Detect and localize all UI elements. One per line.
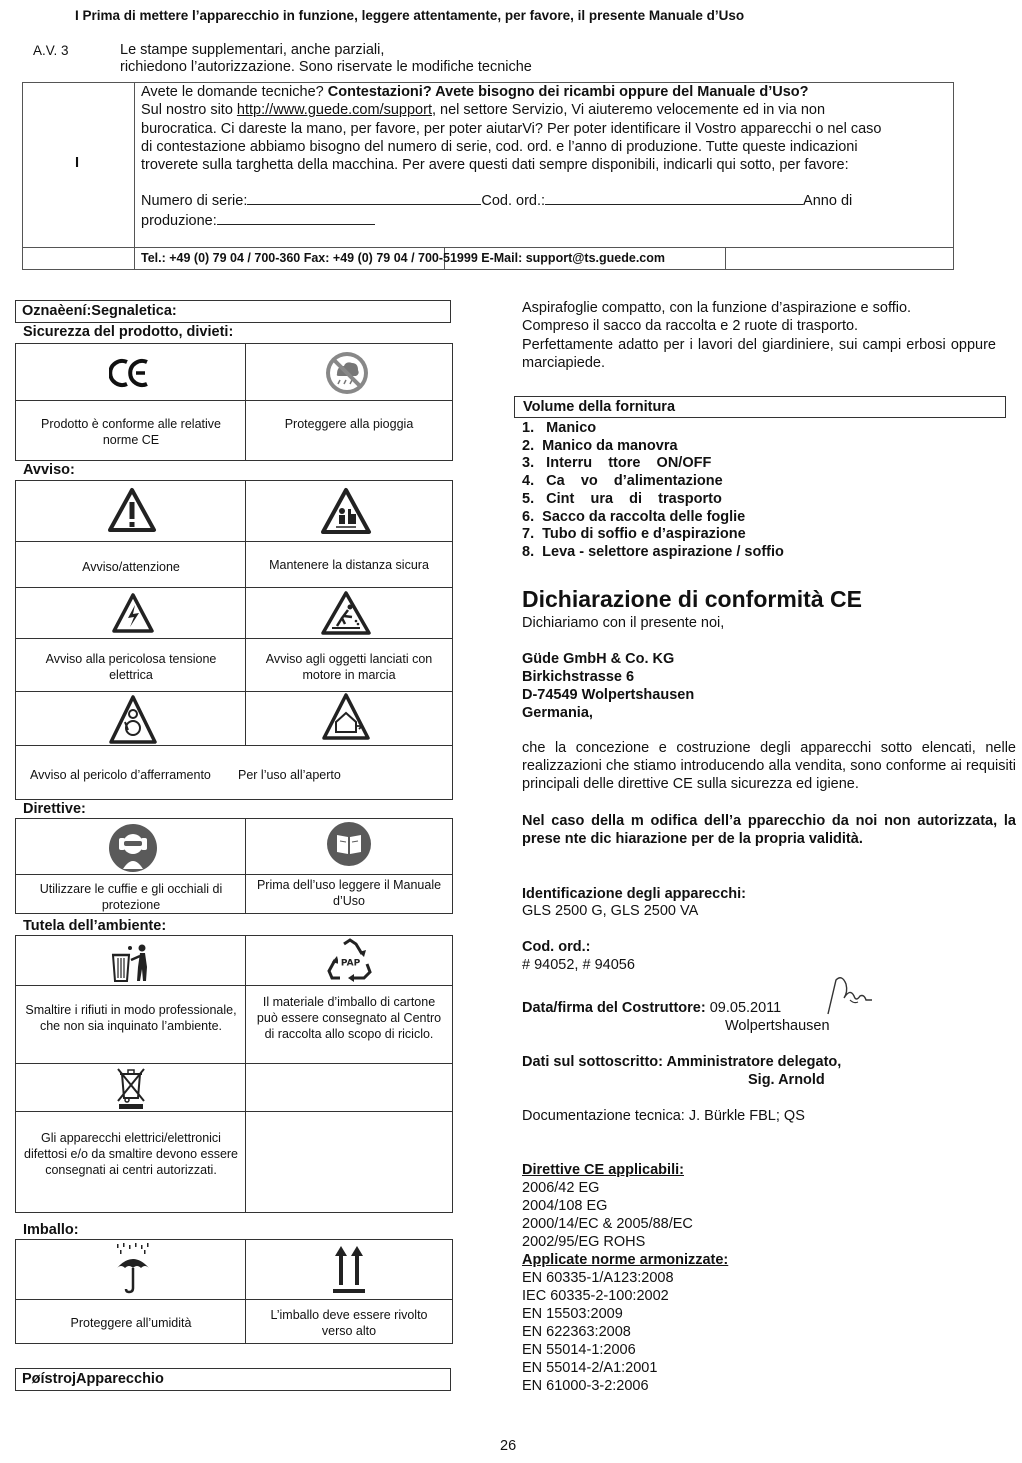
environment-label: Tutela dell’ambiente: [23,918,167,934]
waste-disposal-icon [110,943,156,988]
support-contact: Tel.: +49 (0) 79 04 / 700-360 Fax: +49 (0) 79 04 / 700-51999 E-Mail: support@ts.guede.com [141,251,665,265]
directive-symbol-table [15,818,453,914]
keep-dry-umbrella-icon [113,1242,153,1301]
supply-item: 2. Manico da manovra [522,437,678,454]
order-number-field[interactable] [545,191,803,205]
entanglement-hazard-icon [108,694,158,751]
warning-icon [107,487,157,538]
norm-item: EN 15503:2009 [522,1306,623,1322]
intro-line-1: Aspirafoglie compatto, con la funzione d’aspirazione e soffio. [522,300,912,316]
distance-caption: Mantenere la distanza sicura [269,558,429,572]
norm-item: IEC 60335-2-100:2002 [522,1288,669,1304]
outdoor-caption: Per l’uso all’aperto [238,768,341,782]
print-notice [120,42,532,76]
year-field[interactable] [217,211,375,225]
order-label: Cod. ord.: [522,939,591,955]
supply-item: 6. Sacco da raccolta delle foglie [522,508,746,525]
warning-label: Avviso: [23,462,75,478]
this-side-up-icon [332,1244,366,1299]
signer-label: Dati sul sottoscritto: Amministratore delegato, [522,1054,842,1070]
serial-number-field[interactable] [247,191,481,205]
signature-place: Wolpertshausen [725,1018,830,1034]
ear-eye-protection-icon [108,823,158,878]
directive-item: 2002/95/EG ROHS [522,1234,646,1250]
support-link[interactable]: http://www.guede.com/support [236,102,432,119]
supply-item: 5. Cint ura di trasporto [522,490,722,507]
environment-symbol-table [15,935,453,1213]
directives-list [522,1179,693,1251]
ce-caption: Prodotto è conforme alle relative norme CE [41,417,221,447]
marking-title: Oznaèení:Segnaletica: [15,300,451,323]
date-label: Data/firma del Costruttore: [522,1000,706,1016]
ce-mark-icon [109,357,151,394]
page-number: 26 [500,1438,517,1454]
ident-value: GLS 2500 G, GLS 2500 VA [522,903,699,919]
declaration-warning: Nel caso della m odifica dell’a pparecchio da noi non autorizzata, la prese nte dic hiarazione per de la propria validità. [522,813,1016,847]
date-signature-row [522,999,781,1017]
directives-title: Direttive CE applicabili: [522,1162,684,1178]
warning-caption: Avviso/attenzione [82,560,180,574]
support-question: Avete le domande tecniche? [141,84,328,100]
intro-line-3: Perfettamente adatto per i lavori del giardiniere, sui campi erbosi oppure marciapiede. [522,337,996,371]
norms-list [522,1269,674,1395]
declaration-intro: Dichiariamo con il presente noi, [522,615,725,631]
order-number-label: Cod. ord.: [481,193,546,209]
weee-bin-icon [116,1066,146,1115]
pap-label: PAP [340,958,361,969]
pinch-caption: Avviso al pericolo d’afferramento [30,768,211,782]
ident-label: Identificazione degli apparecchi: [522,886,746,902]
norm-item: EN 61000-3-2:2006 [522,1378,649,1394]
company-city: D-74549 Wolpertshausen [522,687,695,703]
thrown-objects-icon [320,590,372,641]
directive-item: 2004/108 EG [522,1198,608,1214]
support-text [141,83,946,174]
safety-label: Sicurezza del prodotto, divieti: [23,324,234,340]
upright-caption: L’imballo deve essere rivolto verso alto [270,1308,428,1338]
product-intro [522,299,996,372]
support-line-3: burocratica. Ci dareste la mano, per favore, per poter aiutarVi? Per poter identificare il Vostro apparecchi [141,120,812,137]
norm-item: EN 60335-1/A123:2008 [522,1270,674,1286]
support-line-3-tail: o nel caso [815,120,882,137]
norm-item: EN 622363:2008 [522,1324,631,1340]
safety-symbol-table [15,343,453,461]
intro-line-2: Compreso il sacco da raccolta e 2 ruote di trasporto. [522,318,859,334]
packaging-caption: Il materiale d’imballo di cartone può essere consegnato al Centro di raccolta allo scopo di riciclo. [256,995,442,1041]
company-country: Germania, [522,705,593,721]
tech-doc: Documentazione tecnica: J. Bürkle FBL; QS [522,1108,805,1124]
protect-from-rain-icon [324,350,370,401]
supply-item: 1. Manico [522,420,597,436]
safe-distance-icon [320,487,372,540]
company-address [522,650,694,722]
warning-symbol-table [15,480,453,800]
supply-item: 3. Interru ttore ON/OFF [522,455,712,472]
declaration-text: che la concezione e costruzione degli apparecchi sotto elencati, nelle realizzazioni che stiamo introducendo alla vendita, sono conforme ai requisiti principali delle direttive CE sulla sicurezza ed igiene. [522,740,1016,792]
declaration-title: Dichiarazione di conformità CE [522,586,862,612]
company-name: Güde GmbH & Co. KG [522,651,675,667]
year-label-2: produzione: [141,213,217,229]
supply-item: 7. Tubo di soffio e d’aspirazione [522,526,746,543]
av-code: A.V. 3 [33,43,69,58]
waste-caption: Smaltire i rifiuti in modo professionale, che non sia inquinato l’ambiente. [25,1003,237,1033]
support-line-4: di contestazione abbiamo bisogno del numero di serie, cod. ord. e l’anno di produzione. Tutte queste indicazioni [141,138,858,155]
serial-fields [141,191,946,231]
electric-voltage-icon [111,592,155,639]
device-title: PøístrojApparecchio [15,1368,451,1391]
norm-item: EN 55014-1:2006 [522,1342,636,1358]
year-label: Anno di [803,193,853,209]
weee-caption: Gli apparecchi elettrici/elettronici difettosi e/o da smaltire devono essere consegnati ai centri autorizzati. [24,1131,239,1177]
norm-item: EN 55014-2/A1:2001 [522,1360,658,1376]
manual-caption: Prima dell’uso leggere il Manuale d’Uso [256,878,442,908]
signature-image [826,974,876,1021]
support-line-2a: Sul nostro sito [141,102,237,119]
signer-name: Sig. Arnold [748,1072,825,1088]
manual-header-title: I Prima di mettere l’apparecchio in funzione, leggere attentamente, per favore, il presente Manuale d’Uso [75,8,745,23]
read-manual-icon [326,821,372,872]
support-line-5: troverete sulla targhetta della macchina. Per avere questi dati sempre disponibili, indicarli qui sotto, per favore: [141,157,849,174]
supply-item: 8. Leva - selettore aspirazione / soffio [522,543,784,560]
ppe-caption: Utilizzare le cuffie e gli occhiali di protezione [39,882,223,912]
supply-list [522,420,784,562]
print-notice-line-2: richiedono l’autorizzazione. Sono riservate le modifiche tecniche [120,59,532,75]
order-value: # 94052, # 94056 [522,957,635,973]
company-street: Birkichstrasse 6 [522,669,635,685]
recycle-paper-icon [326,938,374,989]
supply-title: Volume della fornitura [514,396,1006,418]
support-line-2b: , nel settore Servizio, Vi aiuteremo velocemente ed in via non [431,102,826,119]
rain-caption: Proteggere alla pioggia [284,417,414,431]
serial-number-label: Numero di serie: [141,193,248,209]
directive-label: Direttive: [23,801,86,817]
voltage-caption: Avviso alla pericolosa tensione elettrica [45,652,217,682]
norms-title: Applicate norme armonizzate: [522,1252,729,1268]
print-notice-line-1: Le stampe supplementari, anche parziali, [120,42,385,58]
support-question-bold: Contestazioni? Avete bisogno dei ricambi oppure del Manuale d’Uso? [327,84,809,100]
support-box [22,82,954,270]
supply-item: 4. Ca vo d’alimentazione [522,473,723,490]
date-value: 09.05.2011 [709,1000,782,1016]
packing-label: Imballo: [23,1222,79,1238]
directive-item: 2006/42 EG [522,1180,600,1196]
humidity-caption: Proteggere all’umidità [70,1316,192,1330]
support-language-code: I [75,155,80,171]
outdoor-use-icon [321,692,371,747]
packing-symbol-table [15,1239,453,1344]
directive-item: 2000/14/EC & 2005/88/EC [522,1216,693,1232]
thrown-caption: Avviso agli oggetti lanciati con motore in marcia [265,652,433,682]
